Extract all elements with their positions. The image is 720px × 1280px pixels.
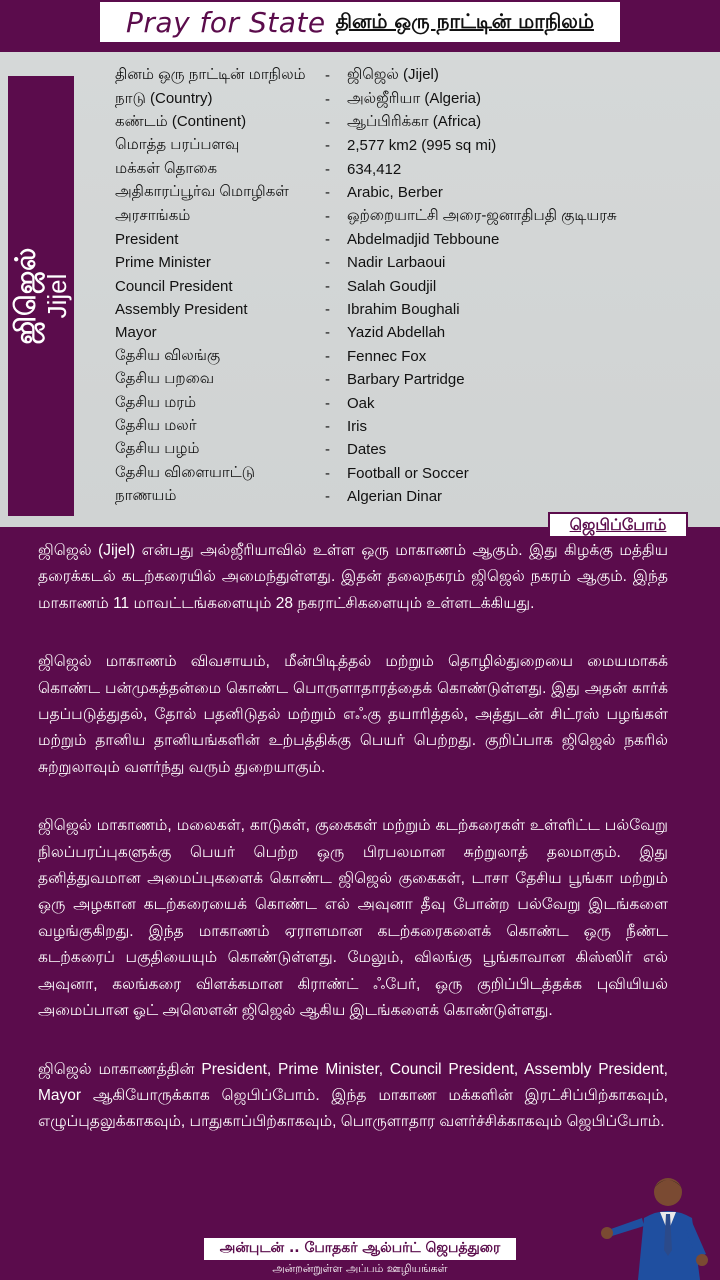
header-bar: [0, 0, 720, 52]
info-label: மொத்த பரப்பளவு: [115, 136, 240, 154]
pastor-head: [654, 1178, 682, 1206]
info-row: [115, 485, 617, 508]
info-separator: -: [325, 207, 330, 225]
title-tamil: தினம் ஒரு நாட்டின் மாநிலம்: [335, 8, 594, 33]
info-value: Ibrahim Boughali: [347, 301, 460, 319]
info-row: [115, 438, 617, 461]
info-value: Fennec Fox: [347, 347, 427, 365]
info-separator: -: [325, 441, 330, 459]
info-value: ஒற்றையாட்சி அரை-ஜனாதிபதி குடியரசு: [347, 206, 617, 224]
info-row: [115, 462, 617, 485]
info-row: [115, 321, 617, 344]
info-label: அரசாங்கம்: [115, 206, 191, 224]
side-label: [10, 248, 72, 345]
info-label: தேசிய பறவை: [115, 370, 215, 388]
info-label: அதிகாரப்பூர்வ மொழிகள்: [115, 183, 289, 201]
side-label-english: Jijel: [42, 273, 72, 319]
info-row: [115, 298, 617, 321]
info-label: President: [115, 230, 179, 248]
info-separator: -: [325, 137, 330, 155]
info-separator: -: [325, 160, 330, 178]
pray-stamp-text: ஜெபிப்போம்: [569, 514, 667, 534]
paragraph-tourism: ஜிஜெல் மாகாணம், மலைகள், காடுகள், குகைகள் மற்றும் கடற்கரைகள் உள்ளிட்ட பல்வேறு நிலப்பரப்புகளுக்கு பெயர் பெற்ற ஒரு பிரபலமான சுற்றுலாத் தலமாகும். இது தனித்துவமான அமைப்புகளைக் கொண்ட ஜிஜெல் குகைகள், டாசா தேசிய பூங்கா மற்றும் ஒரு அழகான கடற்கரையைக் கொண்ட எல் அவுனா தீவு போன்ற பல்வேறு இடங்களை வழங்குகிறது. இந்த மாகாணம் ஏராளமான கடற்கரைகளைக் கொண்ட ஒரு நீண்ட கடற்கரைப் பகுதியையும் கொண்டுள்ளது. மேலும், விலங்கு பூங்காவான கிஸ்ஸிர் எல் அவுனா, கலங்கரை விளக்கமான கிராண்ட் ஃபேர், ஒரு குறிப்பிடத்தக்க புவியியல் அமைப்பான ஓட் அஸெளன் ஜிஜெல் ஆகிய இடங்களைக் கொண்டுள்ளது.: [38, 817, 668, 1020]
info-separator: -: [325, 371, 330, 389]
info-row: [115, 181, 617, 204]
info-row: [115, 415, 617, 438]
info-separator: -: [325, 230, 330, 248]
info-separator: -: [325, 464, 330, 482]
info-separator: -: [325, 324, 330, 342]
footer-ministry: அன்றன்றுள்ள அப்பம் ஊழியங்கள்: [272, 1262, 448, 1275]
info-value: Abdelmadjid Tebboune: [347, 230, 500, 248]
footer: [0, 1238, 720, 1280]
info-value: ஆப்பிரிக்கா (Africa): [347, 112, 482, 130]
info-row: [115, 345, 617, 368]
info-row: [115, 391, 617, 414]
info-row: [115, 204, 617, 227]
info-value: 2,577 km2 (995 sq mi): [347, 137, 497, 155]
info-separator: -: [325, 254, 330, 272]
info-row: [115, 111, 617, 134]
body-text: [38, 538, 668, 1168]
info-label: தேசிய மரம்: [115, 393, 197, 411]
pastor-arm-left: [608, 1218, 644, 1236]
info-label: Assembly President: [115, 301, 248, 319]
info-row: [115, 368, 617, 391]
info-value: Football or Soccer: [347, 464, 469, 482]
info-row: [115, 134, 617, 157]
info-label: தேசிய மலர்: [115, 417, 197, 435]
info-label: தேசிய விலங்கு: [115, 346, 221, 364]
paragraph-intro: ஜிஜெல் (Jijel) என்பது அல்ஜீரியாவில் உள்ள ஒரு மாகாணம் ஆகும். இது கிழக்கு மத்திய தரைக்கடல் கடற்கரையில் அமைந்துள்ளது. இதன் தலைநகரம் ஜிஜெல் நகரம் ஆகும். இந்த மாகாணம் 11 மாவட்டங்களையும் 28 நகராட்சிகளையும் உள்ளடக்கியது.: [38, 542, 668, 612]
info-value: 634,412: [347, 160, 402, 178]
paragraph-economy: ஜிஜெல் மாகாணம் விவசாயம், மீன்பிடித்தல் மற்றும் தொழில்துறையை மையமாகக் கொண்ட பன்முகத்தன்மை கொண்ட பொருளாதாரத்தைக் கொண்டுள்ளது. இது அதன் கார்க் பதப்படுத்துதல், தோல் பதனிடுதல் மற்றும் எஃகு தயாரித்தல், அத்துடன் சிட்ரஸ் பழங்கள் மற்றும் தானிய தானியங்களின் உற்பத்திக்கு பெயர் பெற்றது. குறிப்பாக ஜிஜெல் நகரில் சுற்றுலாவும் வளர்ந்து வரும் துறையாகும்.: [38, 653, 668, 776]
info-separator: -: [325, 277, 330, 295]
title-banner: [100, 2, 620, 42]
footer-signature: அன்புடன் .. போதகர் ஆல்பர்ட் ஜெபத்துரை: [204, 1238, 516, 1260]
info-row: [115, 251, 617, 274]
info-value: Arabic, Berber: [347, 184, 443, 202]
info-separator: -: [325, 418, 330, 436]
info-separator: -: [325, 347, 330, 365]
info-row: [115, 275, 617, 298]
info-value: Yazid Abdellah: [347, 324, 446, 342]
info-value: Oak: [347, 394, 375, 412]
info-value: Algerian Dinar: [347, 488, 443, 506]
side-label-tamil: ஜிஜெல்: [9, 247, 42, 345]
info-label: தேசிய பழம்: [115, 440, 200, 458]
info-row: [115, 64, 617, 87]
info-value: Dates: [347, 441, 387, 459]
info-row: [115, 87, 617, 110]
info-separator: -: [325, 113, 330, 131]
info-row: [115, 158, 617, 181]
info-label: நாணயம்: [115, 487, 177, 505]
info-value: Barbary Partridge: [347, 371, 465, 389]
info-separator: -: [325, 301, 330, 319]
info-separator: -: [325, 488, 330, 506]
info-value: ஜிஜெல் (Jijel): [347, 66, 439, 84]
info-row: [115, 228, 617, 251]
info-label: நாடு (Country): [115, 89, 213, 107]
info-label: தினம் ஒரு நாட்டின் மாநிலம்: [115, 66, 306, 84]
info-value: அல்ஜீரியா (Algeria): [347, 89, 482, 107]
info-separator: -: [325, 184, 330, 202]
title-english: Pray for State: [126, 5, 326, 39]
info-table: [115, 64, 617, 508]
info-value: Nadir Larbaoui: [347, 254, 446, 272]
info-label: Council President: [115, 277, 233, 295]
info-label: கண்டம் (Continent): [115, 112, 247, 130]
info-label: மக்கள் தொகை: [115, 159, 218, 177]
info-label: தேசிய விளையாட்டு: [115, 463, 256, 481]
info-separator: -: [325, 67, 330, 85]
info-separator: -: [325, 394, 330, 412]
pray-stamp: [548, 512, 688, 538]
info-value: Salah Goudjil: [347, 277, 437, 295]
paragraph-prayer: ஜிஜெல் மாகாணத்தின் President, Prime Minister, Council President, Assembly President, Mayor ஆகியோருக்காக ஜெபிப்போம். இந்த மாகாண மக்களின் இரட்சிப்பிற்காகவும், எழுப்புதலுக்காகவும், பாதுகாப்பிற்காகவும், பொருளாதார வளர்ச்சிக்காகவும் ஜெபிப்போம்.: [38, 1060, 668, 1131]
side-label-box: [8, 76, 74, 516]
info-label: Prime Minister: [115, 254, 211, 272]
info-separator: -: [325, 90, 330, 108]
info-label: Mayor: [115, 324, 157, 342]
info-value: Iris: [347, 418, 367, 436]
